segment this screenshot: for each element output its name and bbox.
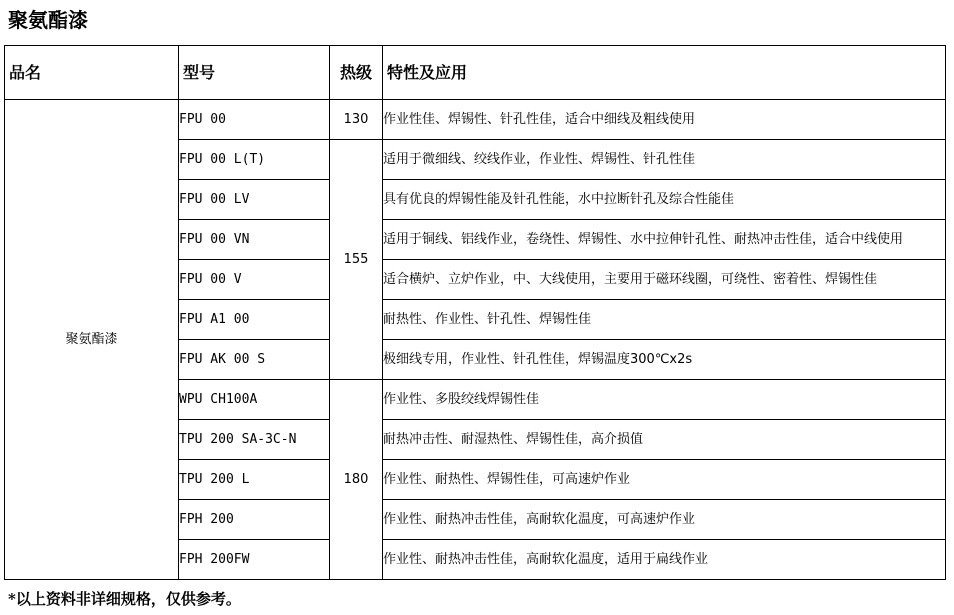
properties-cell: 适合横炉、立炉作业，中、大线使用，主要用于磁环线圈，可绕性、密着性、焊锡性佳	[383, 260, 946, 300]
model-cell: FPU 00	[179, 100, 330, 140]
properties-cell: 耐热性、作业性、针孔性、焊锡性佳	[383, 300, 946, 340]
properties-cell: 极细线专用，作业性、针孔性佳，焊锡温度300℃x2s	[383, 340, 946, 380]
header-name: 品名	[5, 46, 179, 100]
properties-cell: 作业性、耐热性、焊锡性佳，可高速炉作业	[383, 460, 946, 500]
model-cell: FPH 200FW	[179, 540, 330, 580]
model-cell: FPU 00 LV	[179, 180, 330, 220]
page-title: 聚氨酯漆	[8, 8, 88, 32]
table-body	[5, 100, 946, 580]
model-cell: TPU 200 L	[179, 460, 330, 500]
table-header-row	[5, 46, 946, 100]
grade-cell: 130	[330, 100, 383, 140]
product-spec-table	[4, 45, 946, 580]
product-name-cell: 聚氨酯漆	[5, 100, 179, 580]
model-cell: FPU 00 VN	[179, 220, 330, 260]
footnote: *以上资料非详细规格，仅供参考。	[8, 590, 241, 608]
model-cell: WPU CH100A	[179, 380, 330, 420]
properties-cell: 耐热冲击性、耐湿热性、焊锡性佳，高介损值	[383, 420, 946, 460]
header-grade: 热级	[330, 46, 383, 100]
model-cell: TPU 200 SA-3C-N	[179, 420, 330, 460]
model-cell: FPH 200	[179, 500, 330, 540]
properties-cell: 作业性、耐热冲击性佳，高耐软化温度，适用于扁线作业	[383, 540, 946, 580]
properties-cell: 适用于铜线、铝线作业，卷绕性、焊锡性、水中拉伸针孔性、耐热冲击性佳，适合中线使用	[383, 220, 946, 260]
grade-cell: 180	[330, 380, 383, 580]
grade-cell: 155	[330, 140, 383, 380]
properties-cell: 具有优良的焊锡性能及针孔性能，水中拉断针孔及综合性能佳	[383, 180, 946, 220]
model-cell: FPU A1 00	[179, 300, 330, 340]
properties-cell: 作业性、多股绞线焊锡性佳	[383, 380, 946, 420]
properties-cell: 适用于微细线、绞线作业，作业性、焊锡性、针孔性佳	[383, 140, 946, 180]
header-props: 特性及应用	[383, 46, 946, 100]
table-row	[5, 100, 946, 140]
header-model: 型号	[179, 46, 330, 100]
properties-cell: 作业性佳、焊锡性、针孔性佳，适合中细线及粗线使用	[383, 100, 946, 140]
model-cell: FPU 00 V	[179, 260, 330, 300]
model-cell: FPU 00 L(T)	[179, 140, 330, 180]
properties-cell: 作业性、耐热冲击性佳，高耐软化温度，可高速炉作业	[383, 500, 946, 540]
model-cell: FPU AK 00 S	[179, 340, 330, 380]
